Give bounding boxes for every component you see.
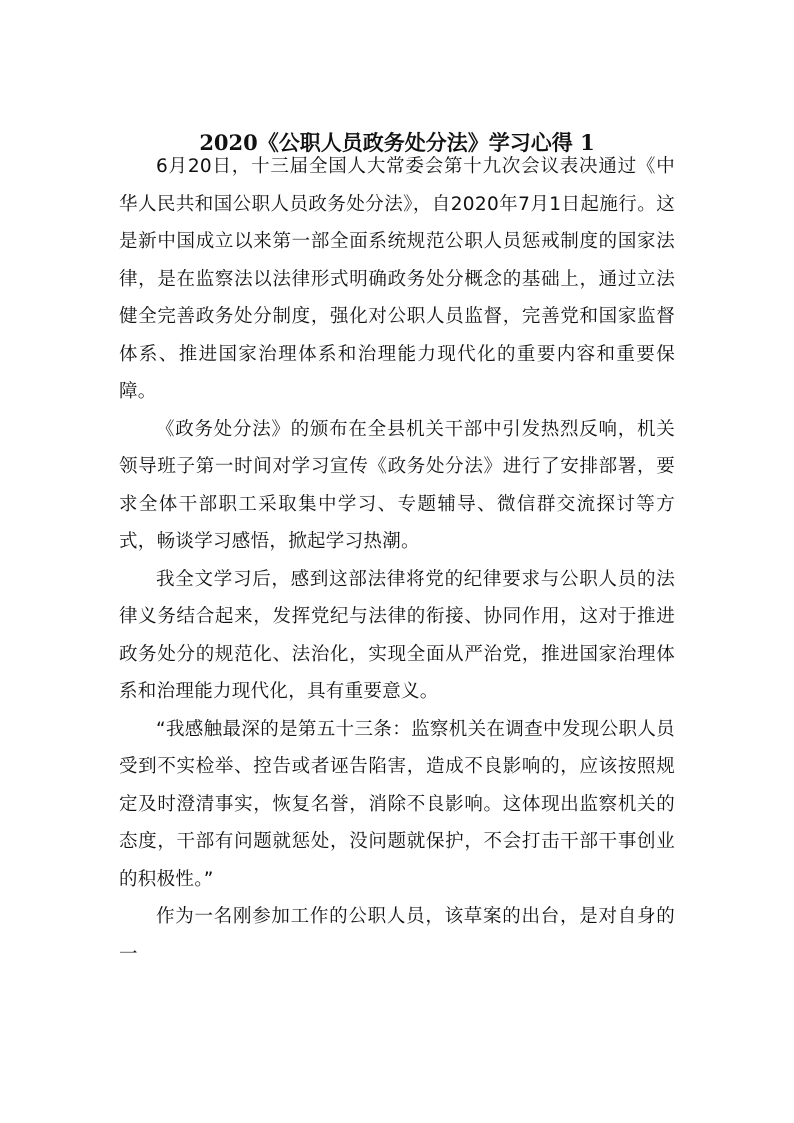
document-body	[119, 148, 675, 973]
paragraph-2: 《政务处分法》的颁布在全县机关干部中引发热烈反响，机关领导班子第一时间对学习宣传《政务处分法》进行了安排部署，要求全体干部职工采取集中学习、专题辅导、微信群交流探讨等方式，畅谈学习感悟，掀起学习热潮。	[119, 418, 675, 552]
paragraph-4-quote: “我感触最深的是第五十三条：监察机关在调查中发现公职人员受到不实检举、控告或者诬告陷害，造成不良影响的，应该按照规定及时澄清事实，恢复名誉，消除不良影响。这体现出监察机关的态度，干部有问题就惩处，没问题就保护，不会打击干部干事创业的积极性。”	[119, 718, 675, 890]
paragraph-3: 我全文学习后，感到这部法律将党的纪律要求与公职人员的法律义务结合起来，发挥党纪与法律的衔接、协同作用，这对于推进政务处分的规范化、法治化，实现全面从严治党，推进国家治理体系和治理能力现代化，具有重要意义。	[119, 568, 675, 702]
paragraph-1: 6月20日，十三届全国人大常委会第十九次会议表决通过《中华人民共和国公职人员政务处分法》，自2020年7月1日起施行。这是新中国成立以来第一部全面系统规范公职人员惩戒制度的国家法律，是在监察法以法律形式明确政务处分概念的基础上，通过立法健全完善政务处分制度，强化对公职人员监督，完善党和国家监督体系、推进国家治理体系和治理能力现代化的重要内容和重要保障。	[119, 156, 675, 402]
paragraph-5: 作为一名刚参加工作的公职人员，该草案的出台，是对自身的一	[119, 906, 675, 965]
document-title: 2020《公职人员政务处分法》学习心得 1	[199, 130, 595, 155]
